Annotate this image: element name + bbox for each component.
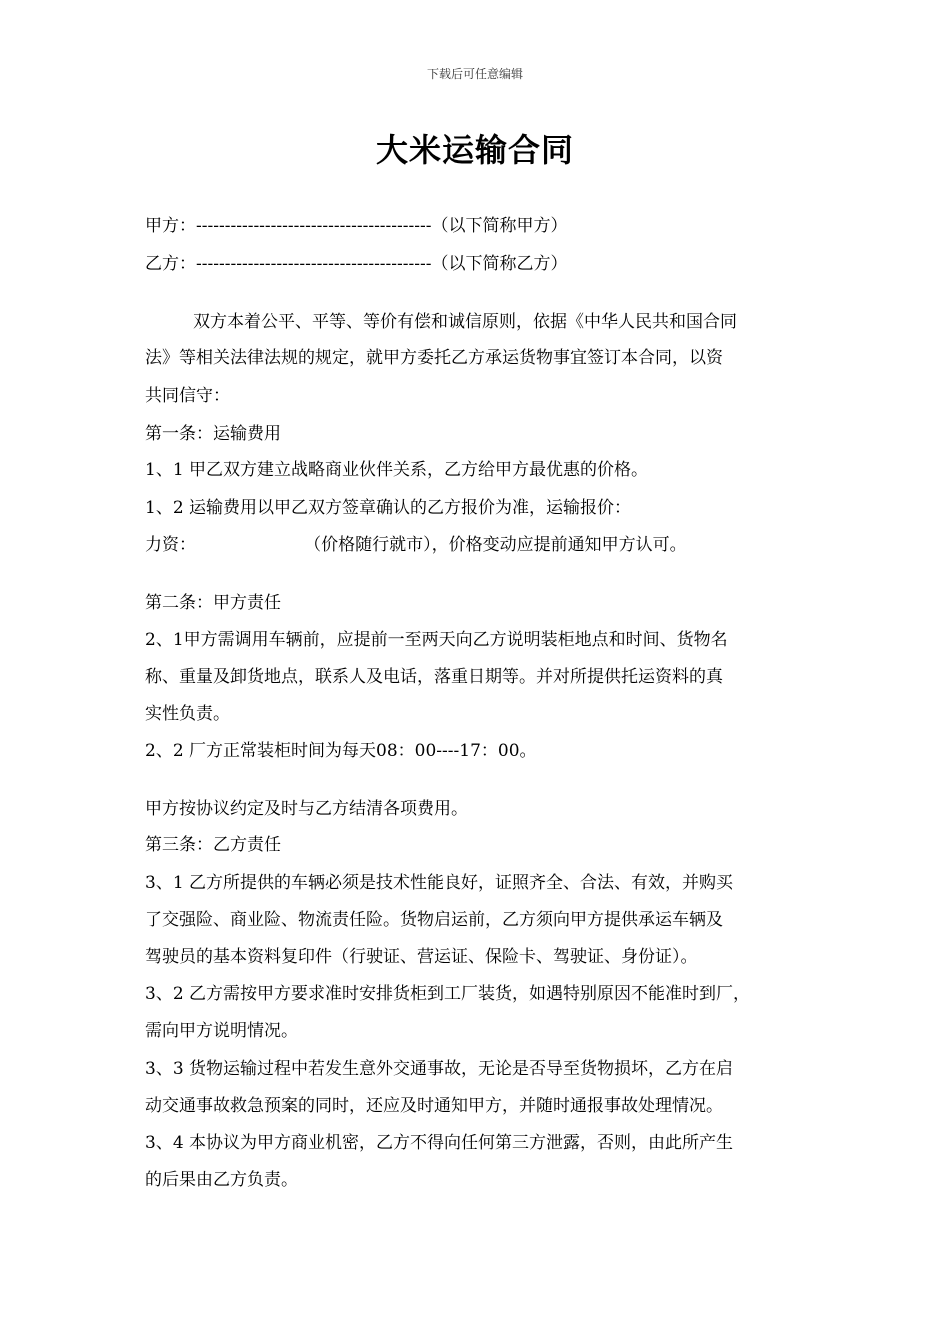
article2-heading: 第二条：甲方责任 xyxy=(145,593,281,613)
article3-clause: 3、4 本协议为甲方商业机密，乙方不得向任何第三方泄露，否则，由此所产生 xyxy=(145,1133,734,1153)
article1-clause: 1、2 运输费用以甲乙双方签章确认的乙方报价为准，运输报价： xyxy=(145,498,632,518)
article3-clause: 动交通事故救急预案的同时，还应及时通知甲方，并随时通报事故处理情况。 xyxy=(145,1096,723,1116)
article3-clause: 3、2 乙方需按甲方要求准时安排货柜到工厂装货，如遇特别原因不能准时到厂， xyxy=(145,984,751,1004)
preamble-line: 共同信守： xyxy=(145,386,230,406)
party-b-line: 乙方：-----------------------------------------（以下简称乙方） xyxy=(145,254,568,274)
article3-clause: 3、1 乙方所提供的车辆必须是技术性能良好，证照齐全、合法、有效，并购买 xyxy=(145,873,734,893)
article3-clause: 3、3 货物运输过程中若发生意外交通事故，无论是否导至货物损坏，乙方在启 xyxy=(145,1059,734,1079)
article2-clause: 2、1甲方需调用车辆前，应提前一至两天向乙方说明装柜地点和时间、货物名 xyxy=(145,630,728,650)
preamble-line: 法》等相关法律法规的规定，就甲方委托乙方承运货物事宜签订本合同，以资 xyxy=(145,348,723,368)
payment-line: 甲方按协议约定及时与乙方结清各项费用。 xyxy=(145,799,468,819)
article1-heading: 第一条：运输费用 xyxy=(145,424,281,444)
article3-clause: 驾驶员的基本资料复印件（行驶证、营运证、保险卡、驾驶证、身份证）。 xyxy=(145,947,698,967)
article2-clause: 称、重量及卸货地点，联系人及电话，落重日期等。并对所提供托运资料的真 xyxy=(145,667,723,687)
page-title: 大米运输合同 xyxy=(375,131,574,169)
article1-clause: 1、1 甲乙双方建立战略商业伙伴关系，乙方给甲方最优惠的价格。 xyxy=(145,460,649,480)
article1-clause: 力资： （价格随行就市），价格变动应提前通知甲方认可。 xyxy=(145,535,687,555)
party-a-line: 甲方：-----------------------------------------（以下简称甲方） xyxy=(145,216,568,236)
article2-clause: 实性负责。 xyxy=(145,704,230,724)
header-note: 下载后可任意编辑 xyxy=(426,67,523,81)
article3-heading: 第三条：乙方责任 xyxy=(145,835,281,855)
article3-clause: 需向甲方说明情况。 xyxy=(145,1021,298,1041)
preamble-line: 双方本着公平、平等、等价有偿和诚信原则，依据《中华人民共和国合同 xyxy=(193,312,737,332)
article2-clause: 2、2 厂方正常装柜时间为每天08：00----17：00。 xyxy=(145,741,537,761)
article3-clause: 了交强险、商业险、物流责任险。货物启运前，乙方须向甲方提供承运车辆及 xyxy=(145,910,723,930)
article3-clause: 的后果由乙方负责。 xyxy=(145,1170,298,1190)
